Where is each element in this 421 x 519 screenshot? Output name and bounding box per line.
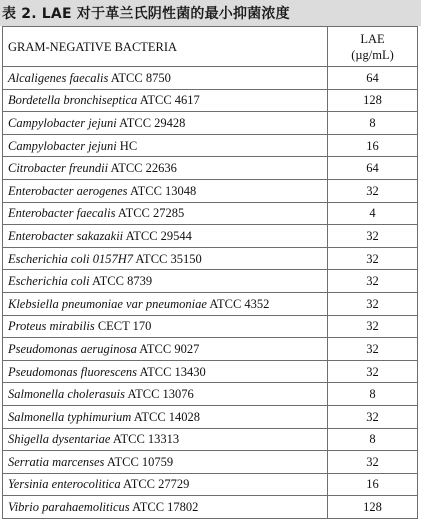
bacteria-cell <box>3 179 328 202</box>
table-caption: 表 2. LAE 对于革兰氏阴性菌的最小抑菌浓度 <box>0 0 421 26</box>
strain-id: ATCC 13430 <box>137 364 206 379</box>
table-row <box>3 225 418 248</box>
mic-value: 32 <box>328 179 418 202</box>
mic-value: 32 <box>328 338 418 361</box>
bacteria-cell <box>3 405 328 428</box>
table-row <box>3 473 418 496</box>
table-row <box>3 338 418 361</box>
table-row <box>3 451 418 474</box>
bacteria-cell <box>3 315 328 338</box>
table-row <box>3 383 418 406</box>
header-lae-unit: (µg/mL) <box>351 47 394 62</box>
mic-value: 8 <box>328 428 418 451</box>
organism-name: Salmonella cholerasuis <box>8 387 126 402</box>
mic-value: 64 <box>328 67 418 90</box>
organism-name: Alcaligenes faecalis <box>8 70 109 85</box>
table-row <box>3 496 418 519</box>
strain-id: ATCC 17802 <box>129 500 199 515</box>
mic-value: 8 <box>328 112 418 135</box>
mic-value: 32 <box>328 315 418 338</box>
table-row <box>3 315 418 338</box>
table-row <box>3 157 418 180</box>
strain-id: ATCC 27285 <box>115 206 185 221</box>
mic-value: 32 <box>328 405 418 428</box>
table-row <box>3 202 418 225</box>
mic-value: 16 <box>328 473 418 496</box>
bacteria-cell <box>3 134 328 157</box>
bacteria-cell <box>3 338 328 361</box>
bacteria-cell <box>3 270 328 293</box>
strain-id: ATCC 22636 <box>108 161 177 176</box>
table-row <box>3 89 418 112</box>
organism-name: Salmonella typhimurium <box>8 409 132 424</box>
organism-name: Serratia marcenses <box>8 454 105 469</box>
mic-value: 32 <box>328 360 418 383</box>
table-body <box>3 67 418 519</box>
mic-value: 4 <box>328 202 418 225</box>
strain-id: ATCC 4617 <box>137 93 200 108</box>
strain-id: ATCC 8750 <box>108 70 171 85</box>
table-row <box>3 134 418 157</box>
organism-name: Klebsiella pneumoniae var pneumoniae <box>8 296 207 311</box>
strain-id: ATCC 8739 <box>89 274 153 289</box>
bacteria-cell <box>3 473 328 496</box>
organism-name: Enterobacter aerogenes <box>8 183 128 198</box>
table-row <box>3 270 418 293</box>
bacteria-cell <box>3 360 328 383</box>
bacteria-cell <box>3 112 328 135</box>
organism-name: Enterobacter faecalis <box>8 206 116 221</box>
header-lae-label: LAE <box>360 31 385 46</box>
organism-name: Vibrio parahaemoliticus <box>8 500 130 515</box>
organism-name: Escherichia coli 0157H7 <box>8 251 133 266</box>
mic-value: 32 <box>328 225 418 248</box>
strain-id: ATCC 29428 <box>116 115 186 130</box>
header-bacteria: GRAM-NEGATIVE BACTERIA <box>3 27 328 67</box>
mic-value: 8 <box>328 383 418 406</box>
bacteria-cell <box>3 383 328 406</box>
bacteria-cell <box>3 89 328 112</box>
organism-name: Proteus mirabilis <box>8 319 95 334</box>
mic-value: 32 <box>328 270 418 293</box>
strain-id: ATCC 14028 <box>131 409 201 424</box>
bacteria-cell <box>3 292 328 315</box>
table-row <box>3 179 418 202</box>
header-lae <box>328 27 418 67</box>
mic-value: 128 <box>328 89 418 112</box>
mic-table <box>2 26 418 519</box>
strain-id: ATCC 13048 <box>127 183 197 198</box>
bacteria-cell <box>3 451 328 474</box>
strain-id: ATCC 27729 <box>120 477 190 492</box>
organism-name: Campylobacter jejuni <box>8 138 117 153</box>
table-row <box>3 292 418 315</box>
table-header-row <box>3 27 418 67</box>
organism-name: Citrobacter freundii <box>8 161 109 176</box>
table-row <box>3 67 418 90</box>
bacteria-cell <box>3 157 328 180</box>
organism-name: Enterobacter sakazakii <box>8 228 124 243</box>
organism-name: Escherichia coli <box>8 274 90 289</box>
strain-id: CECT 170 <box>94 319 152 334</box>
bacteria-cell <box>3 202 328 225</box>
strain-id: ATCC 35150 <box>132 251 202 266</box>
strain-id: ATCC 10759 <box>104 454 174 469</box>
mic-value: 64 <box>328 157 418 180</box>
table-row <box>3 247 418 270</box>
strain-id: ATCC 29544 <box>123 228 192 243</box>
bacteria-cell <box>3 428 328 451</box>
mic-value: 128 <box>328 496 418 519</box>
organism-name: Shigella dysentariae <box>8 432 111 447</box>
bacteria-cell <box>3 225 328 248</box>
strain-id: ATCC 13076 <box>125 387 194 402</box>
mic-value: 32 <box>328 292 418 315</box>
mic-value: 32 <box>328 247 418 270</box>
organism-name: Bordetella bronchiseptica <box>8 93 138 108</box>
bacteria-cell <box>3 67 328 90</box>
organism-name: Pseudomonas fluorescens <box>8 364 138 379</box>
mic-value: 16 <box>328 134 418 157</box>
organism-name: Pseudomonas aeruginosa <box>8 341 137 356</box>
organism-name: Yersinia enterocolitica <box>8 477 121 492</box>
table-row <box>3 428 418 451</box>
strain-id: ATCC 9027 <box>136 341 200 356</box>
strain-id: ATCC 4352 <box>206 296 270 311</box>
table-row <box>3 360 418 383</box>
table-row <box>3 405 418 428</box>
bacteria-cell <box>3 247 328 270</box>
bacteria-cell <box>3 496 328 519</box>
strain-id: HC <box>116 138 138 153</box>
organism-name: Campylobacter jejuni <box>8 115 117 130</box>
table-row <box>3 112 418 135</box>
strain-id: ATCC 13313 <box>110 432 180 447</box>
mic-value: 32 <box>328 451 418 474</box>
